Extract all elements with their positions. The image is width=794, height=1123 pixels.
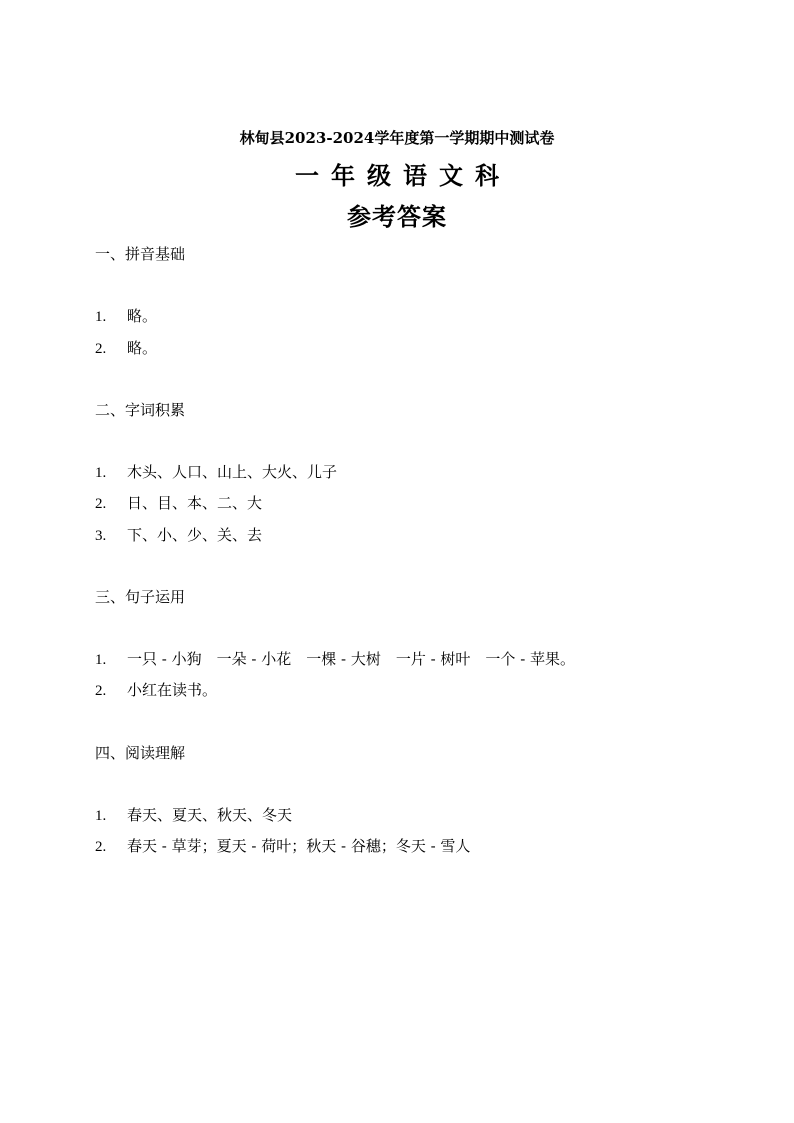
- list-item: [95, 525, 262, 546]
- list-item: [95, 462, 337, 483]
- section-heading-reading: 四、阅读理解: [95, 744, 186, 762]
- item-number: 3.: [95, 528, 107, 544]
- item-answer: 小红在读书。: [127, 681, 218, 699]
- item-answer: 木头、人口、山上、大火、儿子: [127, 463, 338, 481]
- exam-title: 林甸县2023-2024学年度第一学期期中测试卷: [239, 129, 555, 147]
- item-answer: 下、小、少、关、去: [127, 526, 263, 544]
- section-heading-vocabulary: 二、字词积累: [95, 401, 186, 419]
- item-answer: 春天 - 草芽；夏天 - 荷叶；秋天 - 谷穗；冬天 - 雪人: [127, 837, 471, 855]
- answer-key-title: 参考答案: [347, 202, 447, 231]
- section-heading-sentences: 三、句子运用: [95, 588, 186, 606]
- item-number: 1.: [95, 309, 107, 325]
- item-number: 2.: [95, 683, 107, 699]
- list-item: [95, 680, 217, 701]
- list-item: [95, 649, 575, 670]
- list-item: [95, 338, 157, 359]
- item-number: 1.: [95, 465, 107, 481]
- grade-subject-title: 一年级语文科: [295, 161, 511, 190]
- list-item: [95, 805, 292, 826]
- list-item: [95, 493, 262, 514]
- item-number: 2.: [95, 496, 107, 512]
- item-answer: 一只 - 小狗 一朵 - 小花 一棵 - 大树 一片 - 树叶 一个 - 苹果。: [127, 650, 576, 668]
- item-number: 2.: [95, 341, 107, 357]
- item-answer: 日、目、本、二、大: [127, 494, 263, 512]
- item-number: 1.: [95, 652, 107, 668]
- item-answer: 略。: [127, 307, 158, 325]
- item-number: 2.: [95, 839, 107, 855]
- item-answer: 略。: [127, 339, 158, 357]
- list-item: [95, 836, 470, 857]
- item-number: 1.: [95, 808, 107, 824]
- list-item: [95, 306, 157, 327]
- section-heading-pinyin: 一、拼音基础: [95, 245, 186, 263]
- item-answer: 春天、夏天、秋天、冬天: [127, 806, 293, 824]
